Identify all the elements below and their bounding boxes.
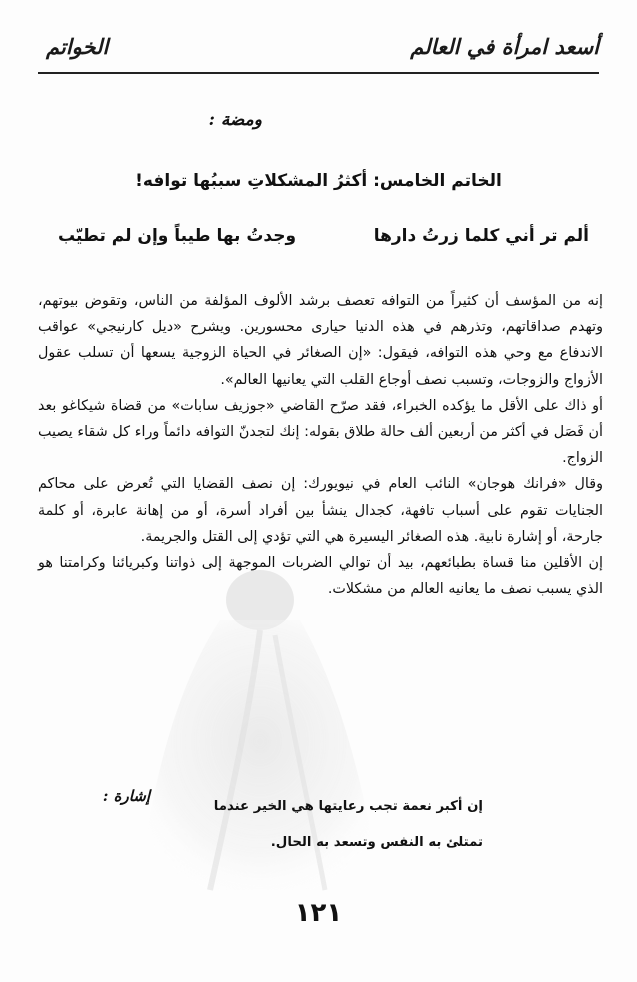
- page-number: ١٢١: [294, 898, 343, 928]
- note-text: [40, 789, 483, 861]
- body-text: [38, 288, 603, 602]
- header-divider: [38, 72, 599, 74]
- chapter-title: الخاتم الخامس: أكثرُ المشكلاتِ سببُها توافه!: [135, 171, 502, 191]
- note-label: إشارة :: [102, 787, 150, 805]
- paragraph: أو ذاك على الأقل ما يؤكده الخبراء، فقد صرّح القاضي «جوزيف سابات» من قضاة شيكاغو بعد أن فَصَل في أكثر من أربعين ألف حالة طلاق بقوله: إنك لتجدنّ التوافه دائماً وراء كل شقاء يصيب الزواج.: [38, 397, 603, 467]
- verse-first-hemistich: ألم تر أني كلما زرتُ دارها: [373, 226, 589, 246]
- note-line: تمتلئ به النفس وتسعد به الحال.: [270, 835, 483, 850]
- flash-subheading: ومضة :: [208, 110, 262, 130]
- paragraph: إن الأقلين منا قساة بطبائعهم، بيد أن توالي الضربات الموجهة إلى ذواتنا وكبريائنا وكرامتنا هو الذي يسبب نصف ما يعانيه العالم من مشكلات.: [38, 555, 603, 598]
- paragraph: وقال «فرانك هوجان» النائب العام في نيويورك: إن نصف القضايا التي تُعرض على محاكم الجنايات تقوم على أسباب تافهة، كجدال ينشأ بين أفراد أسرة، أو من إهانة عابرة، أو كلمة جارحة، أو إشارة نابية. هذه الصغائر اليسيرة هي التي تؤدي إلى القتل والجريمة.: [38, 476, 603, 545]
- running-header: [40, 30, 599, 70]
- book-title: أسعد امرأة في العالم: [410, 34, 599, 59]
- paragraph: إنه من المؤسف أن كثيراً من التوافه تعصف برشد الألوف المؤلفة من الناس، وتقوض بيوتهم، وتهدم صداقاتهم، وتذرهم في هذه الدنيا حيارى محسورين. ويشرح «ديل كارنيجي» عواقب الاندفاع مع وحي هذه التوافه، فيقول: «إن الصغائر في الحياة الزوجية يسعها أن تسلب عقول الأزواج والزوجات، وتسبب نصف أوجاع القلب التي يعانيها العالم».: [38, 293, 603, 388]
- note-line: إن أكبر نعمة تجب رعايتها هي الخير عندما: [213, 799, 483, 814]
- verse-second-hemistich: وجدتُ بها طيباً وإن لم تطيّب: [58, 226, 297, 246]
- section-name: الخواتم: [46, 34, 109, 59]
